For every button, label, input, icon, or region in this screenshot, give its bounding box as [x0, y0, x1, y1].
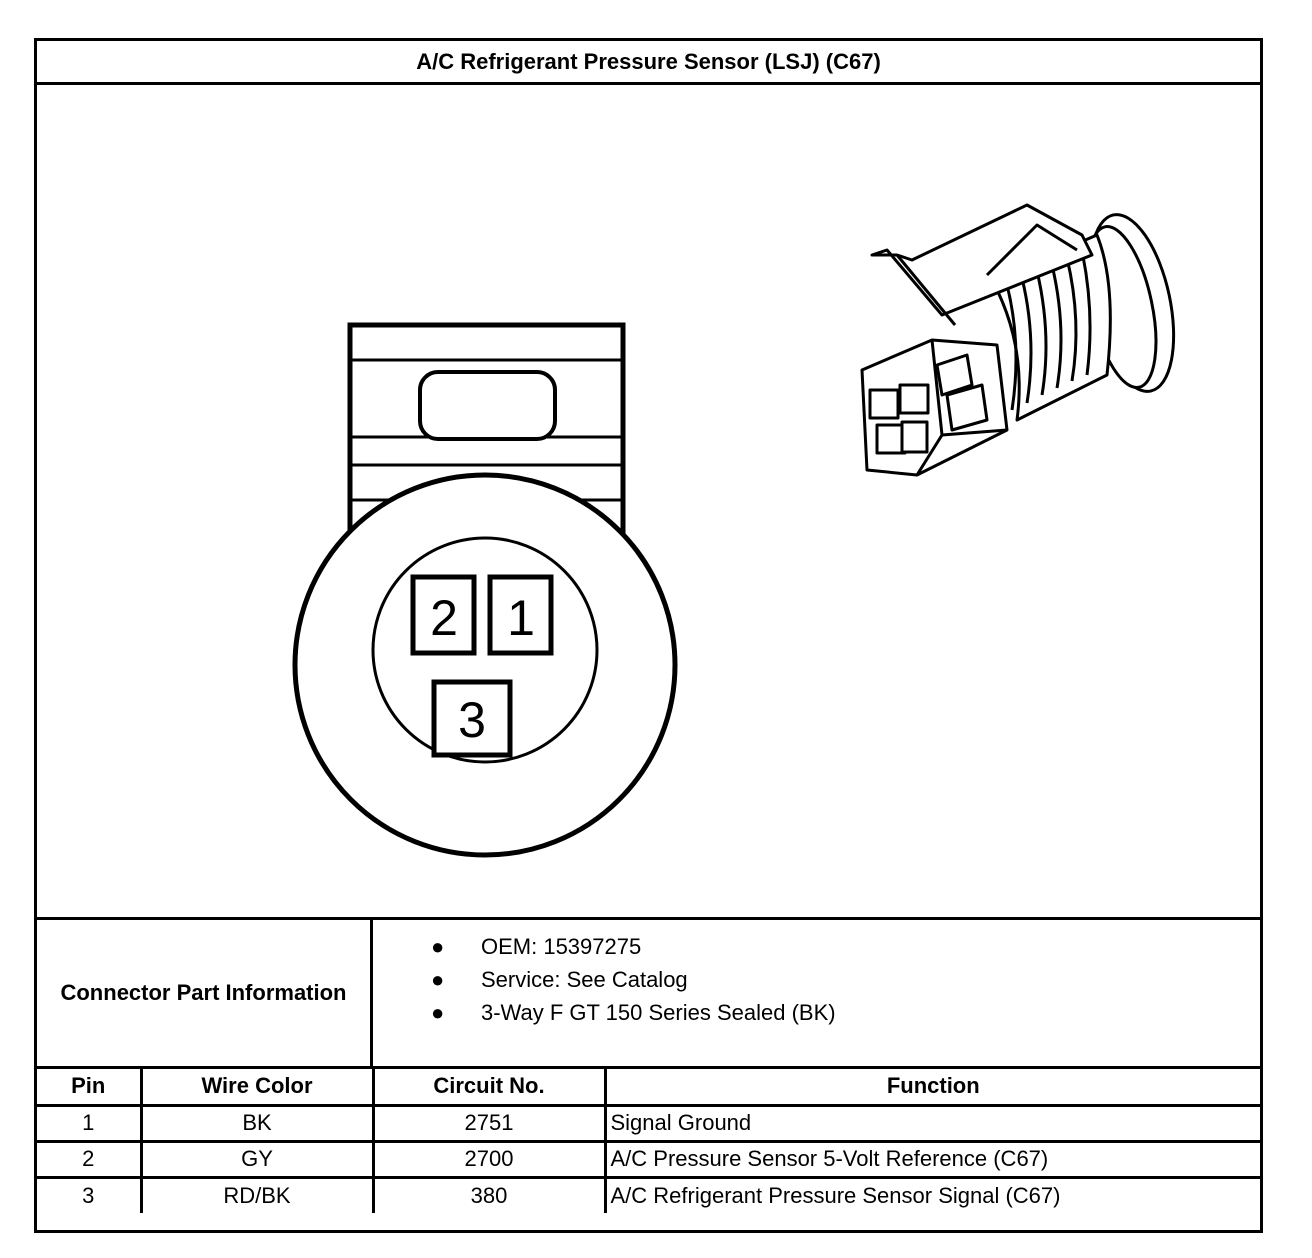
cell-wire-color: GY: [141, 1141, 373, 1177]
cell-pin: 1: [37, 1105, 141, 1141]
connector-isometric-illustration: [862, 205, 1188, 475]
part-info-item: [373, 996, 1260, 1029]
header-wire-color: Wire Color: [141, 1069, 373, 1105]
pin-label-3: 3: [458, 692, 486, 748]
bullet-icon: ●: [431, 1000, 445, 1025]
cell-pin: 2: [37, 1141, 141, 1177]
part-info-list: [373, 930, 1260, 1029]
connector-face-view: [295, 325, 675, 855]
table-row: [37, 1141, 1260, 1177]
cell-circuit-no: 2700: [373, 1141, 605, 1177]
cell-pin: 3: [37, 1177, 141, 1213]
part-info-service: Service: See Catalog: [481, 967, 688, 992]
cell-function: A/C Refrigerant Pressure Sensor Signal (C67): [605, 1177, 1260, 1213]
table-row: [37, 1105, 1260, 1141]
latch-tab: [420, 372, 555, 439]
pin-label-1: 1: [507, 590, 535, 646]
table-row: [37, 1177, 1260, 1213]
pin-label-2: 2: [430, 590, 458, 646]
connector-part-info: [37, 917, 1260, 1069]
cell-function: Signal Ground: [605, 1105, 1260, 1141]
cell-function: A/C Pressure Sensor 5-Volt Reference (C67): [605, 1141, 1260, 1177]
part-info-description: 3-Way F GT 150 Series Sealed (BK): [481, 1000, 836, 1025]
cell-wire-color: RD/BK: [141, 1177, 373, 1213]
header-function: Function: [605, 1069, 1260, 1105]
cell-circuit-no: 380: [373, 1177, 605, 1213]
header-pin: Pin: [37, 1069, 141, 1105]
cell-wire-color: BK: [141, 1105, 373, 1141]
connector-sheet: [34, 38, 1263, 1233]
connector-drawing-area: [37, 85, 1260, 917]
cell-circuit-no: 2751: [373, 1105, 605, 1141]
bullet-icon: ●: [431, 967, 445, 992]
bullet-icon: ●: [431, 934, 445, 959]
sheet-title: A/C Refrigerant Pressure Sensor (LSJ) (C67): [37, 41, 1260, 85]
part-info-label: Connector Part Information: [37, 920, 373, 1066]
part-info-item: [373, 930, 1260, 963]
connector-drawing: [37, 85, 1260, 917]
header-circuit-no: Circuit No.: [373, 1069, 605, 1105]
pin-table-header: [37, 1069, 1260, 1105]
pin-table: [37, 1069, 1260, 1213]
part-info-oem: OEM: 15397275: [481, 934, 642, 959]
part-info-item: [373, 963, 1260, 996]
